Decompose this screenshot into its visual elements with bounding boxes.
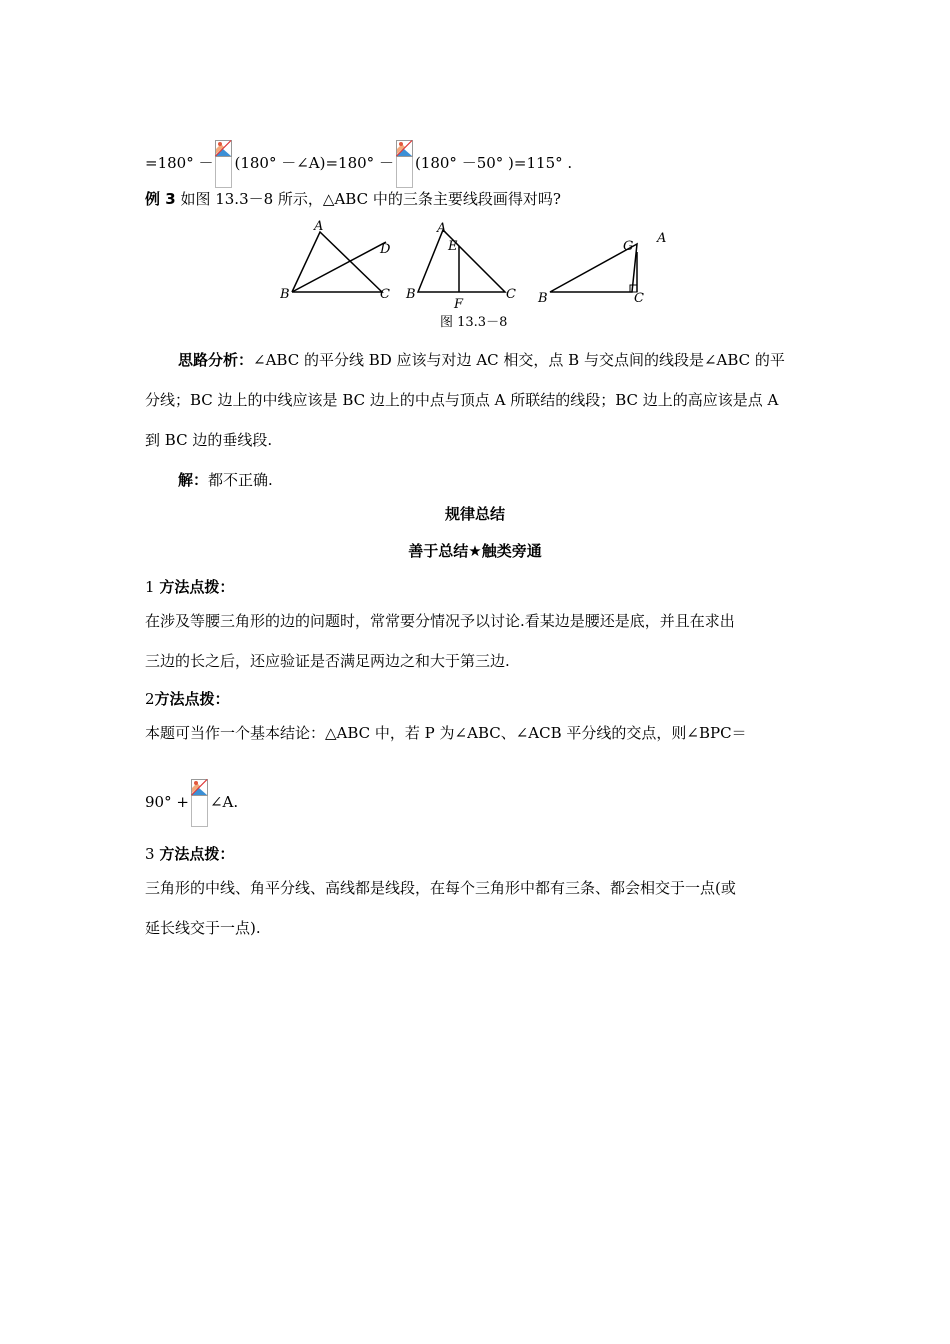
analysis-text-1: ∠ABC 的平分线 BD 应该与对边 AC 相交，点 B 与交点间的线段是∠ABC 的平	[253, 351, 785, 369]
tip-3-line-1: 三角形的中线、角平分线、高线都是线段，在每个三角形中都有三条、都会相交于一点(或	[145, 879, 736, 897]
t1-label-a: A	[314, 219, 324, 234]
broken-image-icon	[396, 140, 413, 188]
formula-part-1: =180° －	[145, 154, 214, 172]
summary-subtitle: 善于总结★触类旁通	[408, 542, 542, 560]
solution-label: 解：	[178, 471, 209, 489]
tip-1-line-1: 在涉及等腰三角形的边的问题时，常常要分情况予以讨论.看某边是腰还是底，并且在求出	[145, 612, 735, 630]
t2-label-c: C	[506, 287, 516, 302]
tip-3-number: 3	[145, 845, 155, 863]
figure-caption: 图 13.3－8	[440, 315, 508, 330]
example-3	[145, 189, 561, 209]
broken-image-icon	[215, 140, 232, 188]
example-text: 如图 13.3－8 所示，△ABC 中的三条主要线段画得对吗?	[180, 190, 561, 208]
tip-2-pre: 90° +	[145, 793, 189, 811]
t3-label-b: B	[538, 291, 548, 306]
formula-line	[145, 140, 572, 188]
formula-part-3: (180° －50° )=115° .	[414, 154, 573, 172]
formula-part-2: (180° －∠A)=180° －	[234, 154, 394, 172]
tip-1-heading	[145, 577, 234, 597]
t1-label-c: C	[380, 287, 390, 302]
tip-2-label: 方法点拨：	[154, 690, 230, 708]
solution-text: 都不正确.	[208, 471, 273, 489]
tip-2-heading	[145, 689, 230, 709]
analysis-label: 思路分析：	[178, 351, 254, 369]
solution	[178, 470, 273, 490]
t2-label-b: B	[406, 287, 416, 302]
figure-triangles	[280, 218, 680, 334]
tip-1-number: 1	[145, 578, 155, 596]
tip-3-label: 方法点拨：	[159, 845, 235, 863]
t3-label-a: A	[657, 231, 667, 246]
tip-2-line-1: 本题可当作一个基本结论：△ABC 中，若 P 为∠ABC、∠ACB 平分线的交点，则∠BPC＝	[145, 724, 747, 742]
t1-label-d: D	[380, 242, 391, 257]
summary-title: 规律总结	[444, 505, 505, 523]
analysis-line-1	[178, 350, 785, 370]
t2-label-f: F	[454, 297, 464, 312]
t2-label-e: E	[448, 239, 458, 254]
tip-3-line-2: 延长线交于一点).	[145, 919, 261, 937]
t3-label-g: G	[623, 239, 634, 254]
tip-1-line-2: 三边的长之后，还应验证是否满足两边之和大于第三边.	[145, 652, 510, 670]
analysis-line-3: 到 BC 边的垂线段.	[145, 431, 273, 449]
t2-label-a: A	[437, 221, 447, 236]
example-label: 例 3	[145, 190, 176, 208]
broken-image-icon	[191, 779, 208, 827]
tip-2-number: 2	[145, 690, 155, 708]
t3-label-c: C	[634, 291, 644, 306]
tip-3-heading	[145, 844, 234, 864]
analysis-line-2: 分线；BC 边上的中线应该是 BC 边上的中点与顶点 A 所联结的线段；BC 边上的高应该是点 A	[145, 391, 779, 409]
tip-2-line-2	[145, 776, 238, 828]
tip-2-post: ∠A.	[209, 793, 239, 811]
tip-1-label: 方法点拨：	[159, 578, 235, 596]
t1-label-b: B	[280, 287, 290, 302]
